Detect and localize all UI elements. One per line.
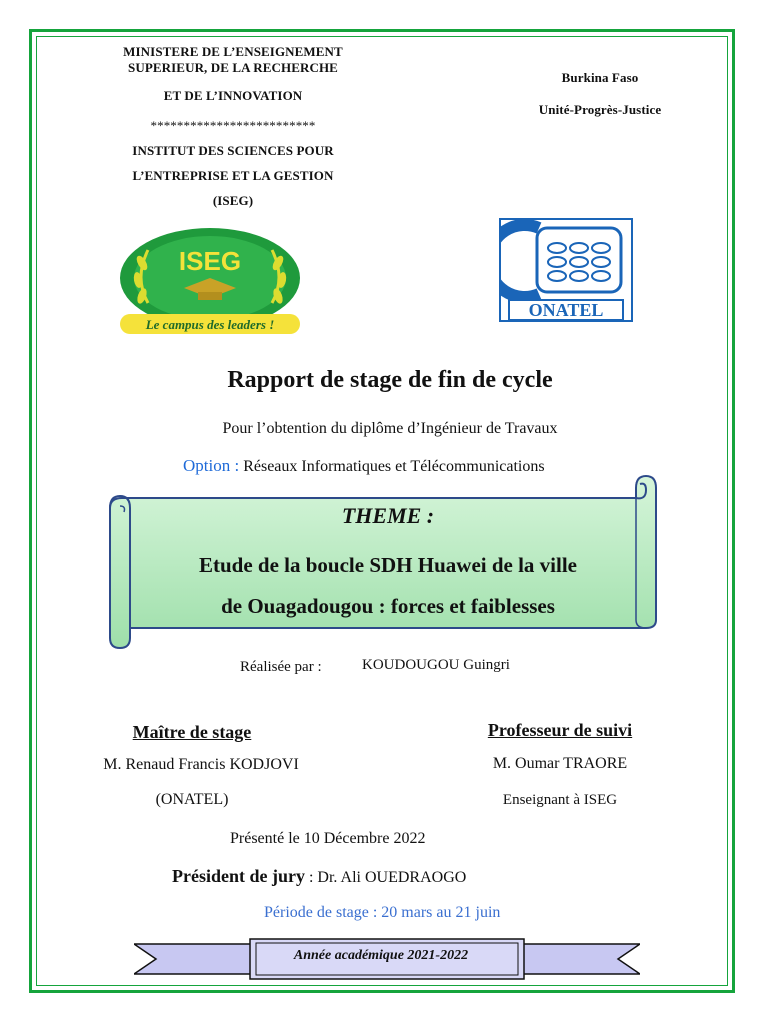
theme-label: THEME : [341,503,435,528]
country-name: Burkina Faso [561,70,639,85]
academic-year: Année académique 2021-2022 [293,948,469,963]
institute-line-3: (ISEG) [212,193,254,208]
iseg-logo [118,228,302,336]
theme-line-1: Etude de la boucle SDH Huawei de la ville [198,553,578,577]
author-label: Réalisée par : [240,659,322,675]
internship-period: Période de stage : 20 mars au 21 juin [264,904,501,921]
internship-supervisor-title: Maître de stage [132,722,252,742]
ministry-line-2: SUPERIEUR, DE LA RECHERCHE [128,60,338,75]
academic-supervisor-title: Professeur de suivi [487,720,633,740]
author-name: KOUDOUGOU Guingri [362,657,510,673]
ministry-line-3: ET DE L’INNOVATION [163,88,303,103]
theme-line-2: de Ouagadougou : forces et faiblesses [221,594,555,618]
onatel-logo [499,218,633,322]
institute-line-2: L’ENTREPRISE ET LA GESTION [132,168,334,183]
report-title: Rapport de stage de fin de cycle [227,367,553,393]
jury-value: : Dr. Ali OUEDRAOGO [304,869,467,886]
jury-label: Président de jury [172,866,305,886]
stars-separator: ************************* [150,118,316,133]
option-label: Option : [183,456,240,475]
academic-supervisor-name: M. Oumar TRAORE [492,755,628,772]
option-line [183,456,683,476]
institute-line-1: INSTITUT DES SCIENCES POUR [132,143,334,158]
ministry-block [96,44,370,76]
country-motto: Unité-Progrès-Justice [538,102,662,117]
report-subtitle: Pour l’obtention du diplôme d’Ingénieur de Travaux [222,420,558,437]
ministry-line-1: MINISTERE DE L’ENSEIGNEMENT [123,44,343,59]
onatel-logo-name: ONATEL [528,300,604,320]
iseg-logo-name: ISEG [178,246,242,276]
academic-supervisor-role: Enseignant à ISEG [502,792,618,808]
internship-supervisor-name: M. Renaud Francis KODJOVI [103,756,299,773]
jury-line [172,866,466,887]
iseg-logo-slogan: Le campus des leaders ! [145,317,275,332]
option-value: Réseaux Informatiques et Télécommunications [243,458,545,475]
presentation-date: Présenté le 10 Décembre 2022 [230,830,426,847]
internship-supervisor-org: (ONATEL) [155,791,229,808]
